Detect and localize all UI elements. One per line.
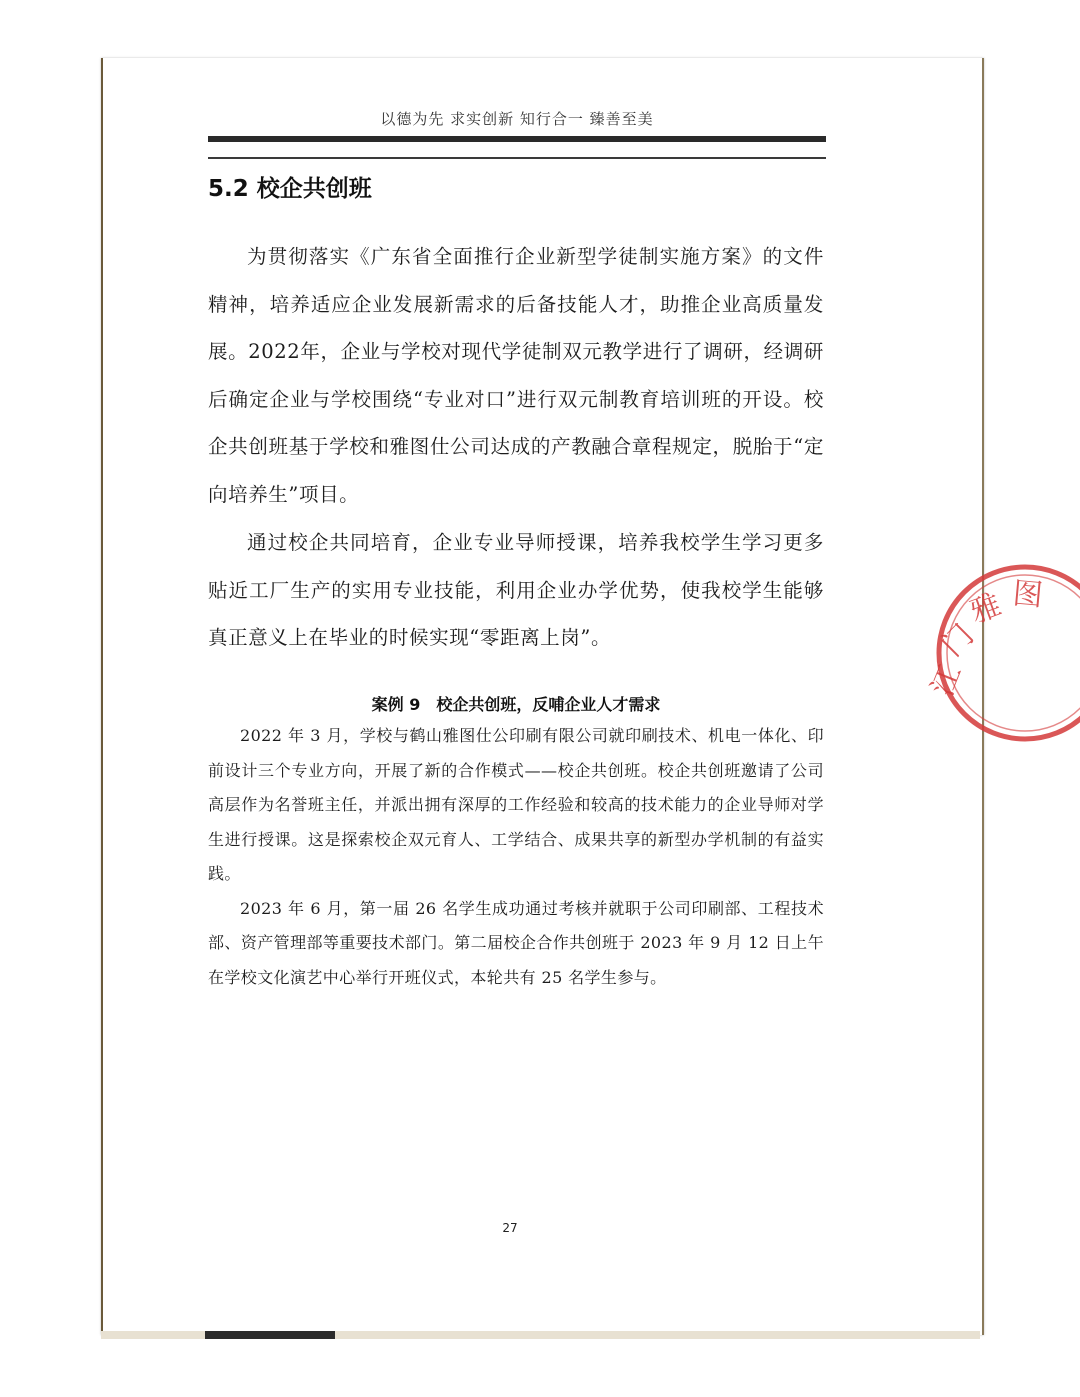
section-body (208, 233, 824, 662)
header-motto: 以德为先 求实创新 知行合一 臻善至美 (380, 110, 654, 128)
svg-text:图: 图 (1011, 576, 1045, 614)
svg-text:门: 门 (934, 617, 981, 664)
body-paragraph: 通过校企共同培育，企业专业导师授课，培养我校学生学习更多贴近工厂生产的实用专业技能，利用企业办学优势，使我校学生能够真正意义上在毕业的时候实现“零距离上岗”。 (208, 531, 824, 649)
page-number: 27 (502, 1221, 518, 1235)
case-paragraph: 2023 年 6 月，第一届 26 名学生成功通过考核并就职于公司印刷部、工程技术部、资产管理部等重要技术部门。第二届校企合作共创班于 2023 年 9 月 12 日上午在学校文化演艺中心举行开班仪式，本轮共有 25 名学生参与。 (208, 898, 824, 987)
page-bottom-edge (101, 1331, 980, 1339)
case-paragraph: 2022 年 3 月，学校与鹤山雅图仕公印刷有限公司就印刷技术、机电一体化、印前设计三个专业方向，开展了新的合作模式——校企共创班。校企共创班邀请了公司高层作为名誉班主任，并派出拥有深厚的工作经验和较高的技术能力的企业导师对学生进行授课。这是探索校企双元育人、工学结合、成果共享的新型办学机制的有益实践。 (208, 726, 824, 883)
case-body (208, 719, 824, 995)
case-title: 案例 9 校企共创班，反哺企业人才需求 (371, 695, 661, 714)
binding-mark (205, 1331, 335, 1339)
svg-text:江: 江 (924, 660, 969, 701)
body-paragraph: 为贯彻落实《广东省全面推行企业新型学徒制实施方案》的文件精神，培养适应企业发展新需求的后备技能人才，助推企业高质量发展。2022年，企业与学校对现代学徒制双元教学进行了调研，经调研后确定企业与学校围绕“专业对口”进行双元制教育培训班的开设。校企共创班基于学校和雅图仕公司达成的产教融合章程规定，脱胎于“定向培养生”项目。 (208, 245, 824, 506)
section-title: 5.2 校企共创班 (208, 176, 372, 202)
svg-text:雅: 雅 (965, 587, 1006, 631)
official-seal-stamp (920, 548, 1080, 758)
header-rule-thin (208, 157, 826, 159)
header-rule-thick (208, 136, 826, 142)
